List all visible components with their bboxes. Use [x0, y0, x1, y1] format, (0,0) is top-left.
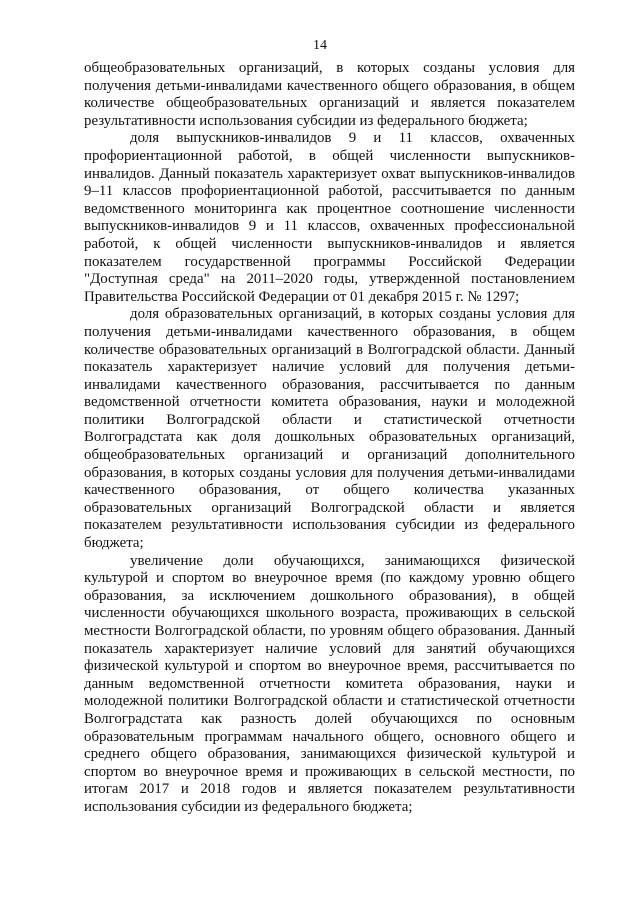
- paragraph-graduates-career-guidance: доля выпускников-инвалидов 9 и 11 классов, охваченных профориентационной работой, в общей численности выпускников-инвалидов. Данный показатель характеризует охват выпускников-инвалидов 9–11 классов профориентационной работой, рассчитывается по данным ведомственного мониторинга как процентное соотношение численности выпускников-инвалидов 9 и 11 классов, охваченных профессиональной работой, к общей численности выпускников-инвалидов и является показателем государственной программы Российской Федерации "Доступная среда" на 2011–2020 годы, утвержденной постановлением Правительства Российской Федерации от 01 декабря 2015 г. № 1297;: [84, 130, 575, 305]
- document-body: [84, 60, 575, 817]
- paragraph-continuation: общеобразовательных организаций, в которых созданы условия для получения детьми-инвалидами качественного общего образования, в общем количестве общеобразовательных организаций и является показателем результативности использования субсидии из федерального бюджета;: [84, 60, 575, 129]
- paragraph-rural-sports: увеличение доли обучающихся, занимающихся физической культурой и спортом во внеурочное время (по каждому уровню общего образования, за исключением дошкольного образования), в общей численности обучающихся школьного возраста, проживающих в сельской местности Волгоградской области, по уровням общего образования. Данный показатель характеризует наличие условий для занятий обучающихся физической культурой и спортом во внеурочное время, рассчитывается по данным ведомственной отчетности комитета образования, науки и молодежной политики Волгоградской области и статистической отчетности Волгоградстата как разность долей обучающихся по основным образовательным программам начального общего, основного общего и среднего общего образования, занимающихся физической культурой и спортом во внеурочное время и проживающих в сельской местности, по итогам 2017 и 2018 годов и является показателем результативности использования субсидии из федерального бюджета;: [84, 552, 575, 815]
- page-number: 14: [313, 38, 327, 53]
- paragraph-accessible-organizations: доля образовательных организаций, в которых созданы условия для получения детьми-инвалидами качественного образования, в общем количестве образовательных организаций в Волгоградской области. Данный показатель характеризует наличие условий для получения детьми-инвалидами качественного образования, рассчитывается по данным ведомственной отчетности комитета образования, науки и молодежной политики Волгоградской области и статистической отчетности Волгоградстата как доля дошкольных образовательных организаций, общеобразовательных организаций и организаций дополнительного образования, в которых созданы условия для получения детьми-инвалидами качественного образования, от общего количества указанных образовательных организаций Волгоградской области и является показателем результативности использования субсидии из федерального бюджета;: [84, 306, 575, 552]
